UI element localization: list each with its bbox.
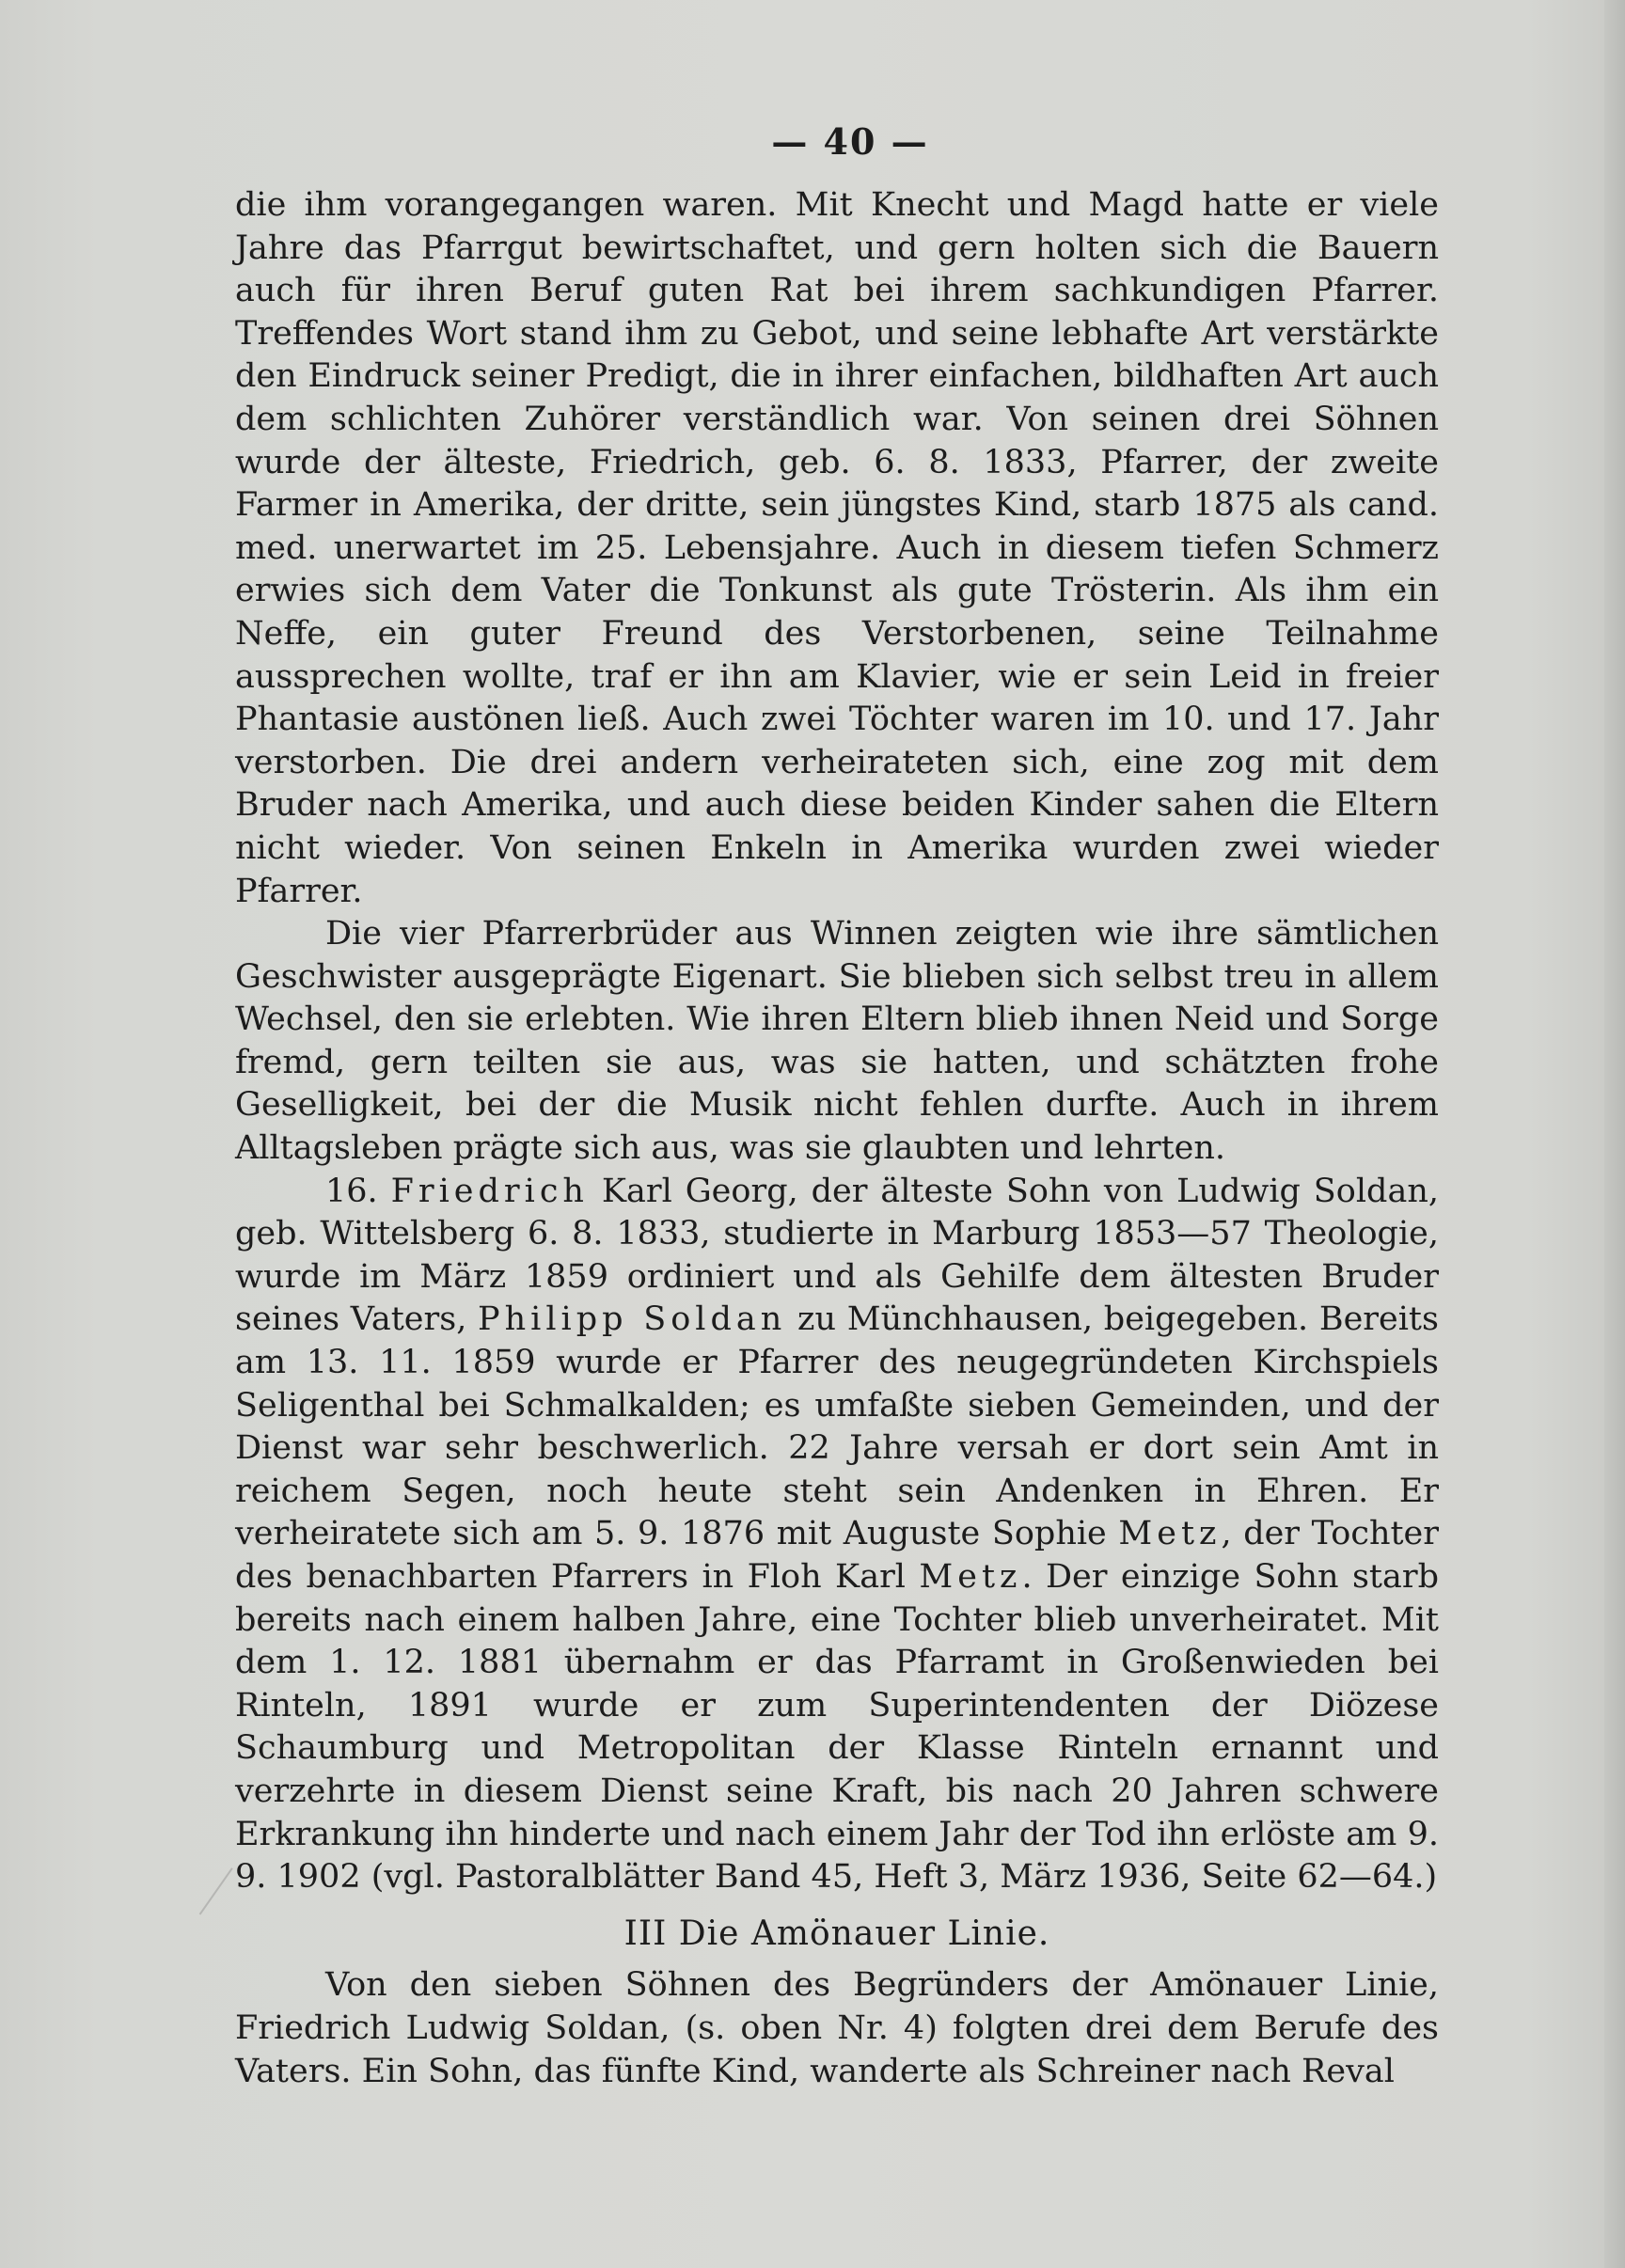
entry-text-part3: , der Tochter des benachbarten Pfarrers in Floh Karl bbox=[235, 1515, 1439, 1596]
paragraph-entry-16 bbox=[235, 1171, 1439, 1899]
page-edge-shadow bbox=[1604, 0, 1625, 2268]
page-number: — 40 — bbox=[771, 120, 929, 163]
entry-name-friedrich: Friedrich bbox=[390, 1172, 589, 1210]
section-heading: III Die Amönauer Linie. bbox=[623, 1914, 1050, 1953]
entry-number: 16. bbox=[325, 1172, 378, 1210]
entry-text-part4: . Der einzige Sohn starb bereits nach einem halben Jahre, eine Tochter blieb unverheiratet. Mit dem 1. 12. 1881 übernahm er das Pfarramt in Großenwieden bei Rinteln, 1891 wurde er zum Superintendenten der Diözese Schaumburg und Metropolitan der Klasse Rinteln ernannt und verzehrte in diesem Dienst seine Kraft, bis nach 20 Jahren schwere Erkrankung ihn hinderte und nach einem Jahr der Tod ihn erlöste am 9. 9. 1902 (vgl. Pastoralblätter Band 45, Heft 3, März 1936, Seite 62—64.) bbox=[235, 1558, 1439, 1897]
entry-text-part2: zu Münchhausen, beigegeben. Bereits am 13. 11. 1859 wurde er Pfarrer des neugegründeten Kirchspiels Seligenthal bei Schmalkalden; es umfaßte sieben Gemeinden, und der Dienst war sehr beschwerlich. 22 Jahre versah er dort sein Amt in reichem Segen, noch heute steht sein Andenken in Ehren. Er verheiratete sich am 5. 9. 1876 mit Auguste Sophie bbox=[235, 1300, 1439, 1553]
entry-name-metz: Metz bbox=[1118, 1515, 1222, 1553]
entry-name-philipp-soldan: Philipp Soldan bbox=[478, 1300, 787, 1339]
paragraph-continuation: die ihm vorangegangen waren. Mit Knecht und Magd hatte er viele Jahre das Pfarrgut bewirtschaftet, und gern holten sich die Bauern auch für ihren Beruf guten Rat bei ihrem sachkundigen Pfarrer. Treffendes Wort stand ihm zu Gebot, und seine lebhafte Art verstärkte den Eindruck seiner Predigt, die in ihrer einfachen, bildhaften Art auch dem schlichten Zuhörer verständlich war. Von seinen drei Söhnen wurde der älteste, Friedrich, geb. 6. 8. 1833, Pfarrer, der zweite Farmer in Amerika, der dritte, sein jüngstes Kind, starb 1875 als cand. med. unerwartet im 25. Lebensjahre. Auch in diesem tiefen Schmerz erwies sich dem Vater die Tonkunst als gute Trösterin. Als ihm ein Neffe, ein guter Freund des Verstorbenen, seine Teilnahme aussprechen wollte, traf er ihn am Klavier, wie er sein Leid in freier Phantasie austönen ließ. Auch zwei Töchter waren im 10. und 17. Jahr verstorben. Die drei andern verheirateten sich, eine zog mit dem Bruder nach Amerika, und auch diese beiden Kinder sahen die Eltern nicht wieder. Von seinen Enkeln in Amerika wurden zwei wieder Pfarrer. bbox=[235, 186, 1439, 910]
entry-name-karl-metz: Metz bbox=[919, 1558, 1022, 1596]
paragraph-amoenauer-linie: Von den sieben Söhnen des Begründers der Amönauer Linie, Friedrich Ludwig Soldan, (s. oben Nr. 4) folgten drei dem Berufe des Vaters. Ein Sohn, das fünfte Kind, wanderte als Schreiner nach Reval bbox=[235, 1966, 1439, 2090]
entry-text-part1: Karl Georg, der älteste Sohn von Ludwig Soldan, geb. Wittelsberg 6. 8. 1833, studierte in Marburg 1853—57 Theologie, wurde im März 1859 ordiniert und als Gehilfe dem ältesten Bruder seines Vaters, bbox=[235, 1172, 1439, 1339]
page-body bbox=[235, 184, 1439, 2093]
paragraph-pfarrerbrueder: Die vier Pfarrerbrüder aus Winnen zeigten wie ihre sämtlichen Geschwister ausgeprägte Eigenart. Sie blieben sich selbst treu in allem Wechsel, den sie erlebten. Wie ihren Eltern blieb ihnen Neid und Sorge fremd, gern teilten sie aus, was sie hatten, und schätzten frohe Geselligkeit, bei der die Musik nicht fehlen durfte. Auch in ihrem Alltagsleben prägte sich aus, was sie glaubten und lehrten. bbox=[235, 915, 1439, 1168]
